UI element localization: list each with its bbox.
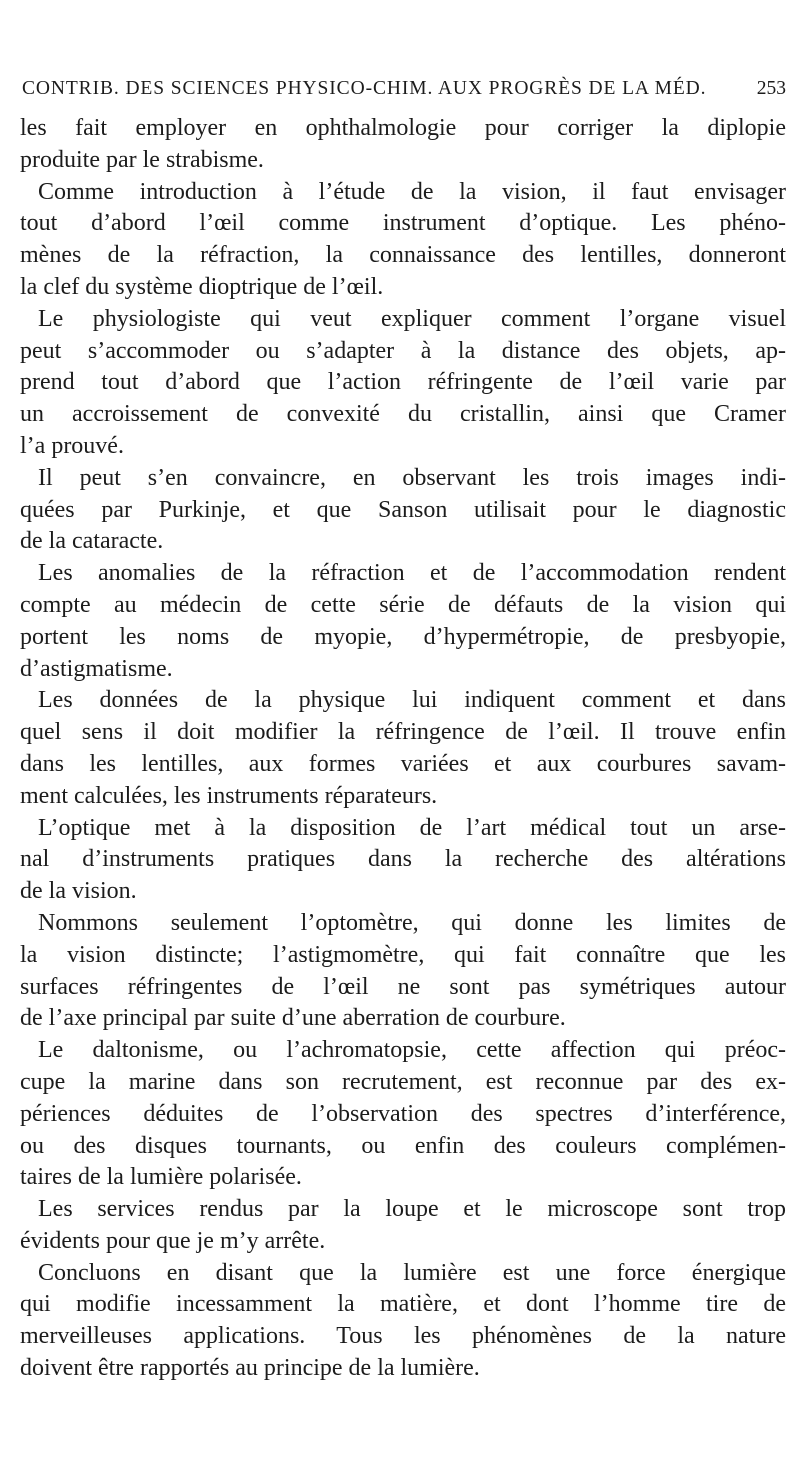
text-line: quées par Purkinje, et que Sanson utilisait pour le diagnostic	[20, 496, 786, 523]
text-line: nal d’instruments pratiques dans la recherche des altérations	[20, 846, 786, 873]
running-header	[22, 78, 786, 108]
text-line: quel sens il doit modifier la réfringence de l’œil. Il trouve enfin	[20, 719, 786, 746]
text-line: dans les lentilles, aux formes variées et aux courbures savam-	[20, 750, 786, 777]
text-line: mènes de la réfraction, la connaissance des lentilles, donneront	[20, 242, 786, 269]
text-line: L’optique met à la disposition de l’art médical tout un arse-	[38, 814, 786, 841]
text-line: produite par le strabisme.	[20, 146, 264, 173]
text-line: Concluons en disant que la lumière est une force énergique	[38, 1259, 786, 1286]
text-line: la clef du système dioptrique de l’œil.	[20, 273, 384, 300]
text-line: prend tout d’abord que l’action réfringente de l’œil varie par	[20, 369, 786, 396]
text-line: cupe la marine dans son recrutement, est reconnue par des ex-	[20, 1068, 786, 1095]
text-line: qui modifie incessamment la matière, et dont l’homme tire de	[20, 1291, 786, 1318]
text-line: la vision distincte; l’astigmomètre, qui fait connaître que les	[20, 941, 786, 968]
text-line: Le physiologiste qui veut expliquer comment l’organe visuel	[38, 305, 786, 332]
text-line: évidents pour que je m’y arrête.	[20, 1227, 326, 1254]
text-line: de l’axe principal par suite d’une aberration de courbure.	[20, 1005, 566, 1032]
text-line: d’astigmatisme.	[20, 655, 173, 682]
text-line: Les données de la physique lui indiquent comment et dans	[38, 687, 786, 714]
running-title: CONTRIB. DES SCIENCES PHYSICO-CHIM. AUX PROGRÈS DE LA MÉD.	[22, 78, 707, 99]
text-line: de la cataracte.	[20, 528, 164, 555]
text-line: tout d’abord l’œil comme instrument d’optique. Les phéno-	[20, 210, 786, 237]
text-line: ment calculées, les instruments réparateurs.	[20, 782, 438, 809]
text-line: Comme introduction à l’étude de la vision, il faut envisager	[38, 178, 786, 205]
body-text	[20, 113, 786, 1385]
text-line: merveilleuses applications. Tous les phénomènes de la nature	[20, 1323, 786, 1350]
text-line: l’a prouvé.	[20, 432, 124, 459]
text-line: de la vision.	[20, 878, 137, 905]
text-line: périences déduites de l’observation des spectres d’interférence,	[20, 1100, 786, 1127]
text-line: Les services rendus par la loupe et le microscope sont trop	[38, 1196, 786, 1223]
text-line: un accroissement de convexité du cristallin, ainsi que Cramer	[20, 401, 786, 428]
text-line: doivent être rapportés au principe de la lumière.	[20, 1355, 480, 1382]
text-line: Nommons seulement l’optomètre, qui donne les limites de	[38, 909, 786, 936]
text-line: Le daltonisme, ou l’achromatopsie, cette affection qui préoc-	[38, 1037, 786, 1064]
text-line: peut s’accommoder ou s’adapter à la distance des objets, ap-	[20, 337, 786, 364]
text-line: les fait employer en ophthalmologie pour corriger la diplopie	[20, 115, 786, 141]
page-number: 253	[756, 78, 786, 99]
text-line: ou des disques tournants, ou enfin des couleurs complémen-	[20, 1132, 786, 1159]
text-line: Il peut s’en convaincre, en observant les trois images indi-	[38, 464, 786, 491]
text-line: compte au médecin de cette série de défauts de la vision qui	[20, 591, 786, 618]
text-line: surfaces réfringentes de l’œil ne sont pas symétriques autour	[20, 973, 786, 1000]
text-line: portent les noms de myopie, d’hypermétropie, de presbyopie,	[20, 623, 786, 650]
text-line: Les anomalies de la réfraction et de l’accommodation rendent	[38, 560, 786, 587]
text-line: taires de la lumière polarisée.	[20, 1164, 302, 1191]
